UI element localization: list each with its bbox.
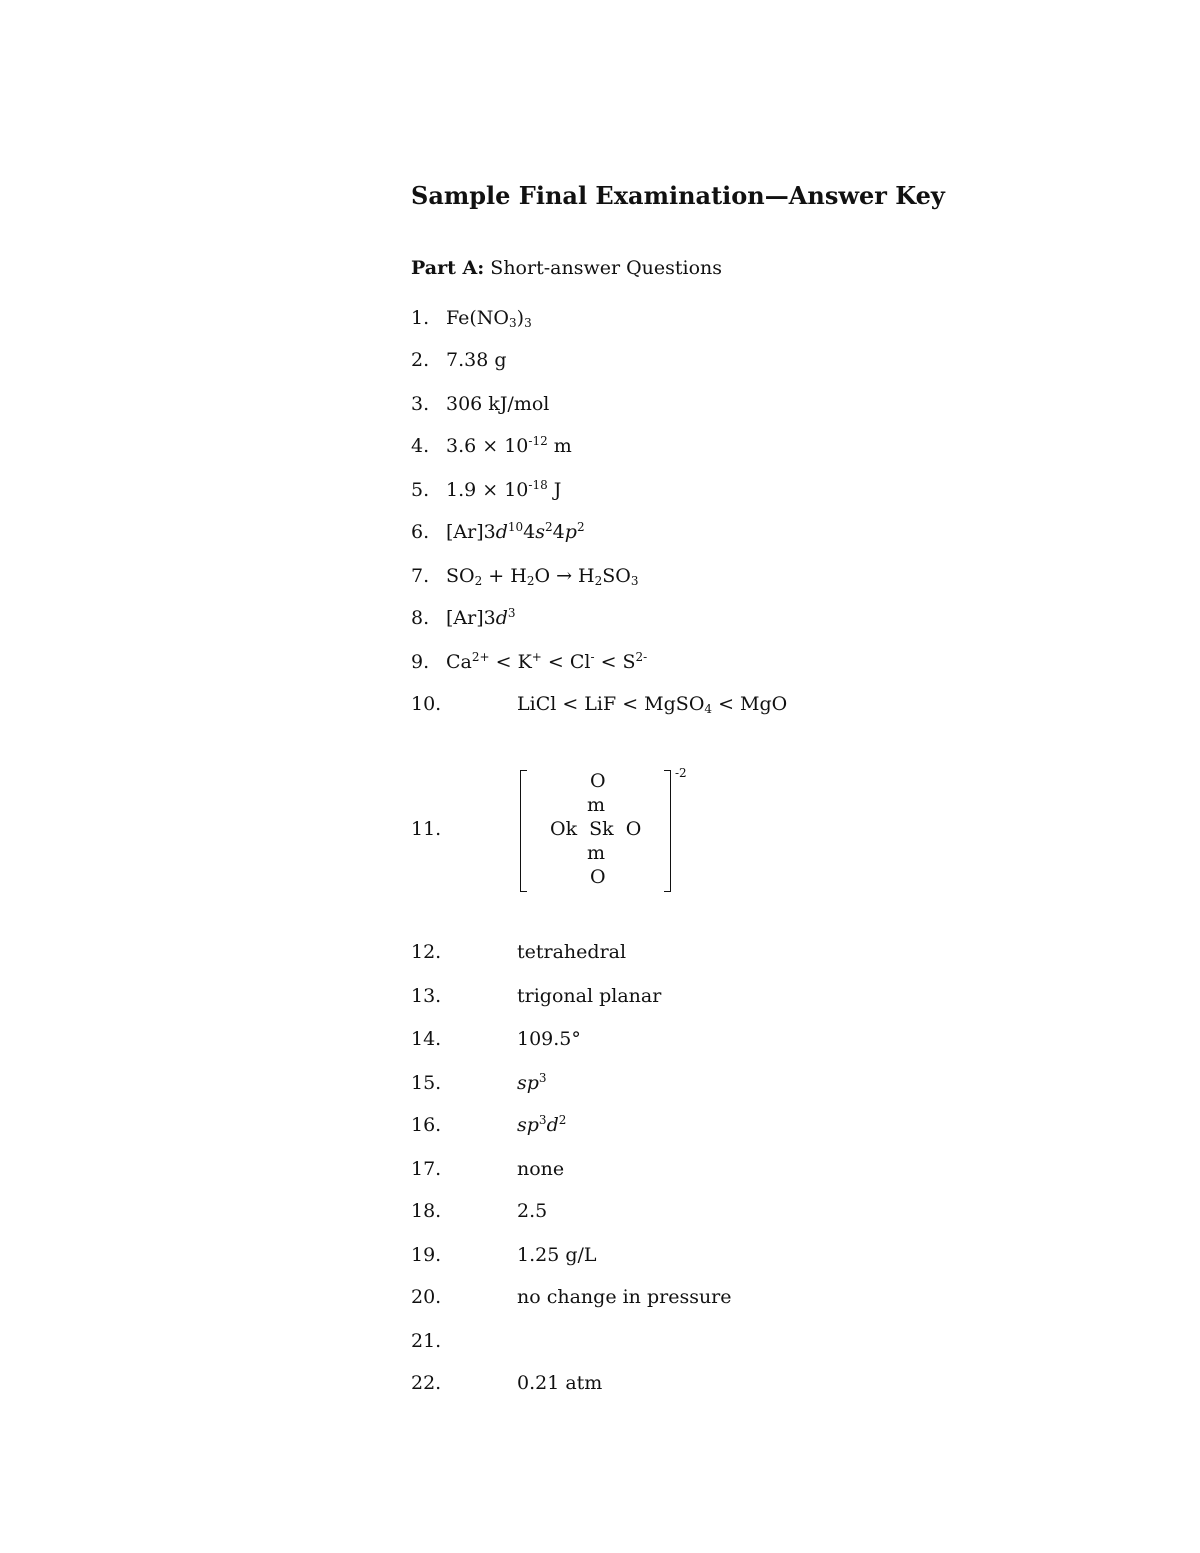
- answer-segment: -12: [528, 434, 548, 448]
- answer-number: 19.: [411, 1244, 442, 1266]
- answer-segment: trigonal planar: [517, 985, 662, 1007]
- answer-segment: 3: [538, 1071, 547, 1085]
- answer-row: [411, 1199, 547, 1223]
- answer-row: [411, 650, 647, 674]
- answer-row: [411, 1329, 517, 1353]
- answer-text: [517, 1157, 564, 1181]
- answer-segment: 4: [552, 521, 565, 543]
- answer-text: [446, 564, 638, 588]
- answer-number: 10.: [411, 693, 442, 715]
- answer-text: [517, 1027, 581, 1051]
- answer-row: [411, 984, 661, 1008]
- answer-segment: 10: [507, 520, 524, 534]
- lewis-structure: [520, 766, 695, 892]
- answer-segment: 7.38 g: [446, 349, 507, 371]
- answer-number: 21.: [411, 1330, 442, 1352]
- answer-segment: Ca: [446, 651, 472, 673]
- page-title: Sample Final Examination—Answer Key: [411, 181, 945, 210]
- answer-row: [411, 478, 561, 502]
- answer-segment: < MgO: [712, 693, 788, 715]
- answer-row: [411, 1157, 564, 1181]
- answer-segment: d: [546, 1114, 559, 1136]
- answer-segment: 3: [509, 316, 517, 330]
- answer-row: [411, 392, 549, 416]
- right-bracket: [664, 770, 671, 892]
- answer-segment: J: [547, 479, 562, 501]
- answer-number: 20.: [411, 1286, 442, 1308]
- answer-text: [517, 692, 787, 716]
- answer-segment: 2: [576, 520, 585, 534]
- answer-segment: 306 kJ/mol: [446, 393, 550, 415]
- answer-number: 8.: [411, 607, 430, 629]
- answer-segment: 2: [558, 1113, 567, 1127]
- answer-segment: [Ar]3: [446, 521, 496, 543]
- answer-number: 5.: [411, 479, 430, 501]
- answer-text: [446, 434, 572, 458]
- structure-line-bottom-atom: O: [590, 866, 606, 888]
- answer-segment: 0.21 atm: [517, 1372, 603, 1394]
- answer-text: [517, 984, 661, 1008]
- answer-number: 17.: [411, 1158, 442, 1180]
- answer-row: [411, 1113, 566, 1137]
- answer-segment: 2.5: [517, 1200, 548, 1222]
- answer-segment: ): [516, 307, 525, 329]
- answer-row: [411, 564, 638, 588]
- answer-number: 22.: [411, 1372, 442, 1394]
- answer-segment: O → H: [534, 565, 595, 587]
- answer-number: 1.: [411, 307, 430, 329]
- answer-text: [517, 1113, 566, 1137]
- answer-number: 16.: [411, 1114, 442, 1136]
- answer-number: 14.: [411, 1028, 442, 1050]
- answer-segment: sp: [517, 1114, 539, 1136]
- answer-row: [411, 1243, 597, 1267]
- answer-number: 3.: [411, 393, 430, 415]
- answer-segment: 3.6 × 10: [446, 435, 529, 457]
- answer-segment: 109.5°: [517, 1028, 581, 1050]
- answer-row: [411, 606, 516, 630]
- answer-segment: tetrahedral: [517, 941, 627, 963]
- answer-text: [446, 520, 585, 544]
- answer-segment: 2: [474, 574, 483, 588]
- answer-segment: sp: [517, 1072, 539, 1094]
- answer-segment: + H: [482, 565, 527, 587]
- answer-segment: 3: [507, 606, 516, 620]
- answer-text: [517, 1371, 602, 1395]
- answer-segment: p: [564, 521, 577, 543]
- answer-text: [517, 1199, 547, 1223]
- answer-segment: -18: [528, 478, 548, 492]
- answer-number: 18.: [411, 1200, 442, 1222]
- answer-segment: 3: [630, 574, 639, 588]
- answer-number: 6.: [411, 521, 430, 543]
- answer-text: [517, 1243, 597, 1267]
- left-bracket: [520, 770, 527, 892]
- answer-row: [411, 1285, 732, 1309]
- answer-segment: Fe(NO: [446, 307, 510, 329]
- answer-segment: < Cl: [541, 651, 591, 673]
- answer-segment: 2: [594, 574, 603, 588]
- answer-segment: 4: [704, 702, 713, 716]
- answer-segment: < K: [489, 651, 532, 673]
- part-a-label: Part A:: [411, 257, 485, 279]
- answer-row: [411, 348, 507, 372]
- answer-text: [446, 392, 549, 416]
- part-a-heading: [411, 257, 722, 279]
- answer-segment: 3: [538, 1113, 547, 1127]
- answer-text: [446, 650, 647, 674]
- answer-segment: m: [547, 435, 572, 457]
- answer-row: [411, 306, 532, 330]
- answer-segment: SO: [446, 565, 475, 587]
- answer-segment: 2: [545, 520, 553, 534]
- answer-text: [446, 478, 561, 502]
- answer-segment: no change in pressure: [517, 1286, 732, 1308]
- answer-segment: 1.25 g/L: [517, 1244, 597, 1266]
- answer-text: [446, 306, 532, 330]
- answer-segment: [Ar]3: [446, 607, 496, 629]
- answer-segment: none: [517, 1158, 565, 1180]
- part-a-text: Short-answer Questions: [490, 257, 723, 279]
- ion-charge: -2: [675, 766, 687, 780]
- structure-line-top-atom: O: [590, 770, 606, 792]
- answer-segment: < S: [594, 651, 636, 673]
- answer-number: 11.: [411, 818, 442, 840]
- answer-segment: +: [531, 650, 542, 664]
- answer-segment: 4: [523, 521, 536, 543]
- structure-line-top-bond: m: [587, 794, 606, 816]
- answer-11-row: [411, 817, 517, 841]
- answer-row: [411, 1071, 547, 1095]
- answer-row: [411, 940, 626, 964]
- answer-text: [446, 606, 516, 630]
- answer-segment: -: [590, 650, 595, 664]
- answer-segment: LiCl < LiF < MgSO: [517, 693, 705, 715]
- answer-segment: 2: [526, 574, 535, 588]
- answer-row: [411, 434, 572, 458]
- answer-number: 13.: [411, 985, 442, 1007]
- answer-text: [517, 940, 626, 964]
- answer-row: [411, 1371, 602, 1395]
- answer-text: [517, 1285, 732, 1309]
- answer-segment: SO: [602, 565, 631, 587]
- answer-segment: d: [495, 521, 508, 543]
- answer-row: [411, 692, 787, 716]
- answer-number: 15.: [411, 1072, 442, 1094]
- answer-text: [446, 348, 507, 372]
- answer-number: 4.: [411, 435, 430, 457]
- answer-row: [411, 520, 585, 544]
- structure-line-center: Ok Sk O: [550, 818, 642, 840]
- answer-number: 12.: [411, 941, 442, 963]
- answer-segment: 1.9 × 10: [446, 479, 529, 501]
- answer-segment: s: [535, 521, 546, 543]
- answer-text: [517, 1071, 547, 1095]
- answer-row: [411, 1027, 581, 1051]
- answer-number: 9.: [411, 651, 430, 673]
- answer-segment: 3: [524, 316, 532, 330]
- answer-segment: 2+: [471, 650, 490, 664]
- structure-line-bottom-bond: m: [587, 842, 606, 864]
- answer-number: 7.: [411, 565, 430, 587]
- answer-segment: 2-: [635, 650, 648, 664]
- answer-segment: d: [495, 607, 508, 629]
- answer-number: 2.: [411, 349, 430, 371]
